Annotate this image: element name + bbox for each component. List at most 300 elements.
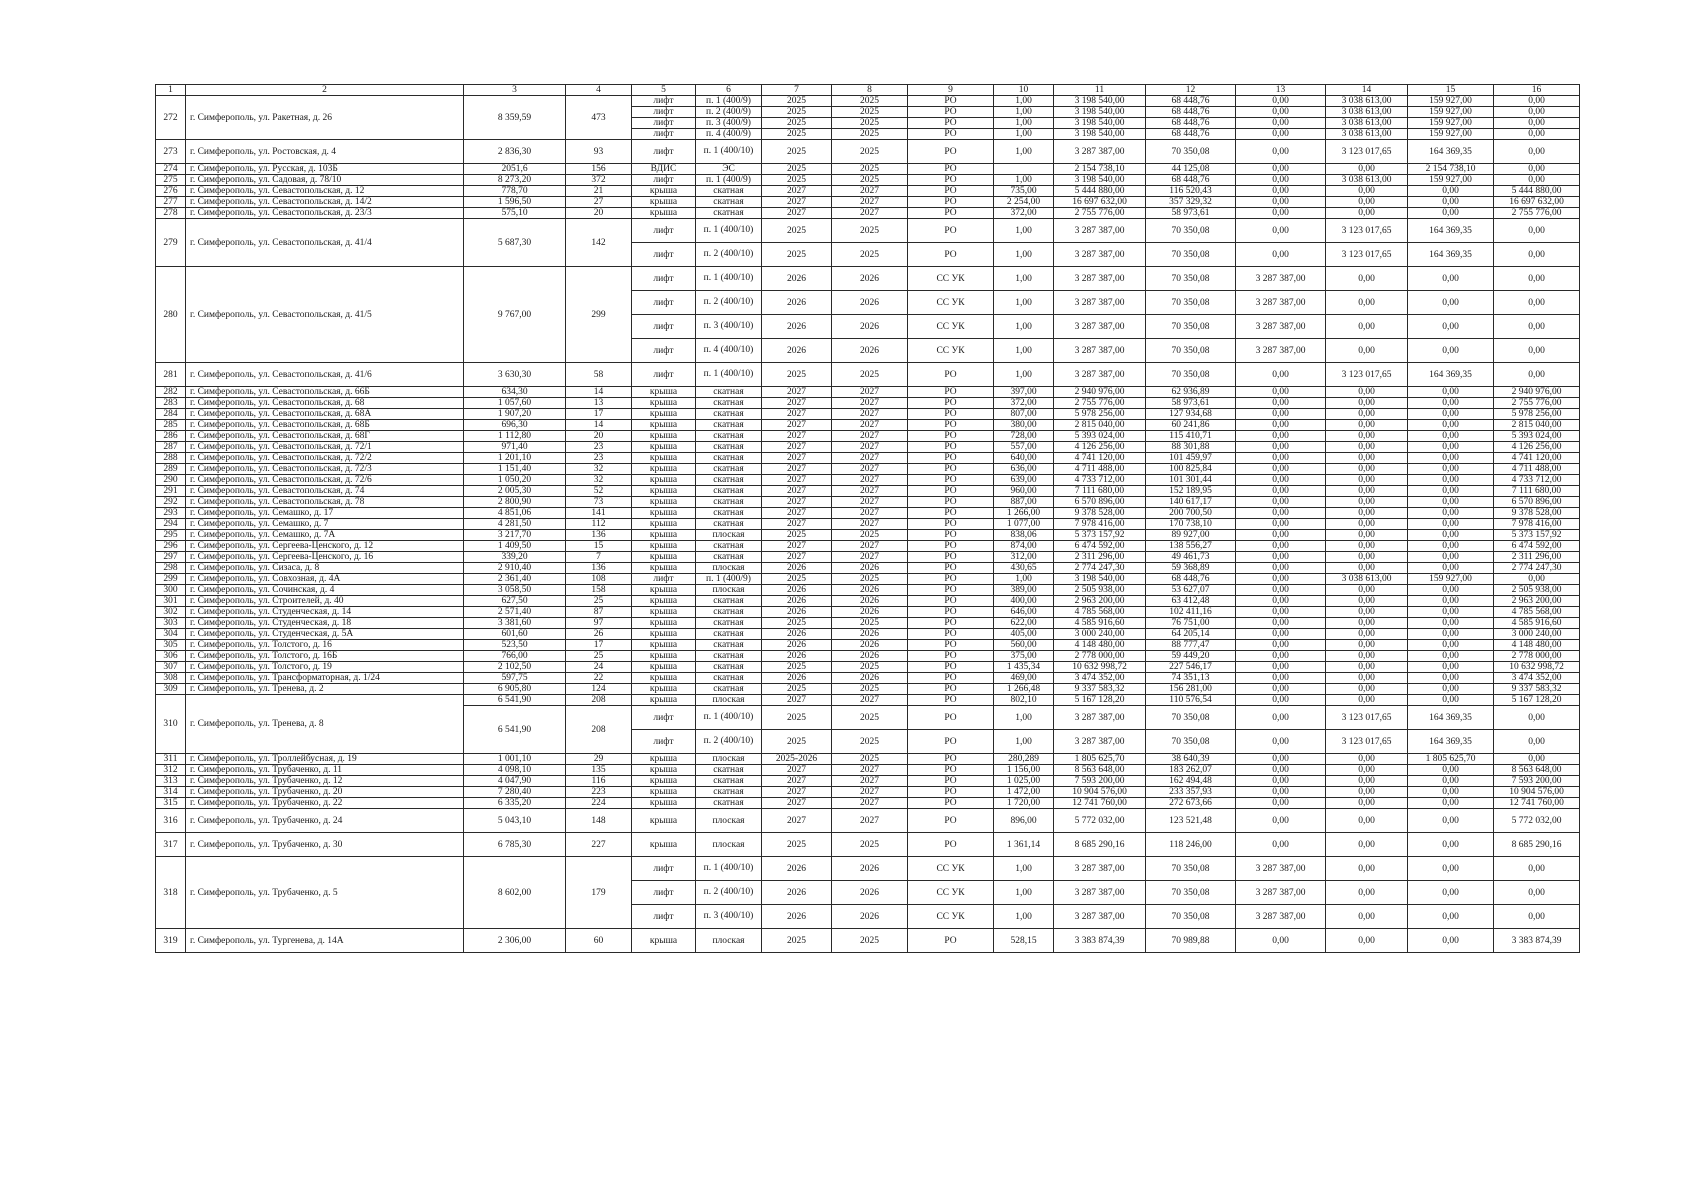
volume: 280,289 — [994, 754, 1054, 765]
element-type: лифт — [632, 905, 696, 929]
row-number: 278 — [156, 208, 186, 219]
element-detail: п. 1 (400/10) — [696, 857, 762, 881]
cost-other: 8 685 290,16 — [1494, 833, 1580, 857]
row-number: 295 — [156, 530, 186, 541]
table-row — [156, 662, 1580, 673]
year-start: 2025 — [762, 833, 832, 857]
volume: 636,00 — [994, 464, 1054, 475]
volume: 1 361,14 — [994, 833, 1054, 857]
row-number: 297 — [156, 552, 186, 563]
year-start: 2025 — [762, 662, 832, 673]
element-detail: п. 3 (400/10) — [696, 315, 762, 339]
year-start: 2027 — [762, 442, 832, 453]
element-type: крыша — [632, 442, 696, 453]
cost-budget: 0,00 — [1408, 497, 1494, 508]
year-end: 2027 — [832, 431, 908, 442]
house-address: г. Симферополь, ул. Трубаченко, д. 30 — [186, 833, 464, 857]
cost-owners: 0,00 — [1236, 640, 1326, 651]
cost-owners: 0,00 — [1236, 585, 1326, 596]
house-area: 4 281,50 — [464, 519, 566, 530]
unit-cost: 70 350,08 — [1146, 857, 1236, 881]
column-number: 12 — [1146, 85, 1236, 96]
volume: 430,65 — [994, 563, 1054, 574]
funding-source: РО — [908, 695, 994, 706]
funding-source: РО — [908, 508, 994, 519]
cost-fund: 3 123 017,65 — [1326, 219, 1408, 243]
volume: 646,00 — [994, 607, 1054, 618]
year-end: 2027 — [832, 776, 908, 787]
house-area: 601,60 — [464, 629, 566, 640]
table-row — [156, 776, 1580, 787]
cost-owners: 0,00 — [1236, 420, 1326, 431]
house-area: 2 005,30 — [464, 486, 566, 497]
element-detail: скатная — [696, 186, 762, 197]
total-cost: 4 741 120,00 — [1054, 453, 1146, 464]
funding-source: РО — [908, 833, 994, 857]
residents-count: 27 — [566, 197, 632, 208]
cost-owners: 0,00 — [1236, 530, 1326, 541]
funding-source: РО — [908, 662, 994, 673]
house-area: 766,00 — [464, 651, 566, 662]
element-type: лифт — [632, 574, 696, 585]
table-row — [156, 164, 1580, 175]
row-number: 303 — [156, 618, 186, 629]
house-address: г. Симферополь, ул. Толстого, д. 16Б — [186, 651, 464, 662]
cost-fund: 0,00 — [1326, 833, 1408, 857]
cost-budget: 0,00 — [1408, 431, 1494, 442]
total-cost: 3 287 387,00 — [1054, 339, 1146, 363]
house-address: г. Симферополь, ул. Трансформаторная, д. 1/24 — [186, 673, 464, 684]
total-cost: 9 337 583,32 — [1054, 684, 1146, 695]
house-area: 1 409,50 — [464, 541, 566, 552]
cost-fund: 0,00 — [1326, 629, 1408, 640]
house-address: г. Симферополь, ул. Тургенева, д. 14А — [186, 929, 464, 953]
year-start: 2025 — [762, 530, 832, 541]
cost-owners: 0,00 — [1236, 118, 1326, 129]
year-start: 2027 — [762, 486, 832, 497]
year-end: 2026 — [832, 640, 908, 651]
element-detail: плоская — [696, 754, 762, 765]
cost-owners: 0,00 — [1236, 208, 1326, 219]
total-cost: 7 111 680,00 — [1054, 486, 1146, 497]
element-detail: скатная — [696, 673, 762, 684]
funding-source: РО — [908, 464, 994, 475]
column-number: 3 — [464, 85, 566, 96]
cost-other: 5 373 157,92 — [1494, 530, 1580, 541]
house-address: г. Симферополь, ул. Толстого, д. 19 — [186, 662, 464, 673]
element-type: крыша — [632, 197, 696, 208]
year-end: 2026 — [832, 585, 908, 596]
volume: 874,00 — [994, 541, 1054, 552]
year-end: 2026 — [832, 651, 908, 662]
element-detail: плоская — [696, 695, 762, 706]
total-cost: 6 474 592,00 — [1054, 541, 1146, 552]
unit-cost: 68 448,76 — [1146, 129, 1236, 140]
cost-fund: 0,00 — [1326, 164, 1408, 175]
house-area: 4 851,06 — [464, 508, 566, 519]
funding-source: РО — [908, 552, 994, 563]
house-area: 4 047,90 — [464, 776, 566, 787]
unit-cost: 357 329,32 — [1146, 197, 1236, 208]
cost-budget: 0,00 — [1408, 530, 1494, 541]
year-start: 2026 — [762, 267, 832, 291]
year-start: 2025 — [762, 706, 832, 730]
residents-count: 116 — [566, 776, 632, 787]
residents-count: 156 — [566, 164, 632, 175]
cost-budget: 2 154 738,10 — [1408, 164, 1494, 175]
house-area: 5 687,30 — [464, 219, 566, 267]
element-type: крыша — [632, 530, 696, 541]
element-type: крыша — [632, 640, 696, 651]
cost-fund: 0,00 — [1326, 431, 1408, 442]
house-area: 6 335,20 — [464, 798, 566, 809]
residents-count: 158 — [566, 585, 632, 596]
element-type: крыша — [632, 453, 696, 464]
row-number: 310 — [156, 695, 186, 754]
residents-count: 13 — [566, 398, 632, 409]
cost-budget: 0,00 — [1408, 684, 1494, 695]
cost-fund: 0,00 — [1326, 291, 1408, 315]
year-end: 2027 — [832, 541, 908, 552]
year-start: 2026 — [762, 339, 832, 363]
table-row — [156, 464, 1580, 475]
residents-count: 60 — [566, 929, 632, 953]
unit-cost: 140 617,17 — [1146, 497, 1236, 508]
row-number: 315 — [156, 798, 186, 809]
year-end: 2026 — [832, 267, 908, 291]
cost-other: 0,00 — [1494, 857, 1580, 881]
element-detail: скатная — [696, 453, 762, 464]
unit-cost: 58 973,61 — [1146, 208, 1236, 219]
year-start: 2026 — [762, 673, 832, 684]
cost-fund: 3 123 017,65 — [1326, 363, 1408, 387]
unit-cost: 101 301,44 — [1146, 475, 1236, 486]
table-row — [156, 765, 1580, 776]
volume: 1,00 — [994, 118, 1054, 129]
cost-fund: 0,00 — [1326, 486, 1408, 497]
year-start: 2026 — [762, 291, 832, 315]
year-start: 2025 — [762, 175, 832, 186]
year-end: 2025 — [832, 662, 908, 673]
row-number: 314 — [156, 787, 186, 798]
unit-cost: 88 777,47 — [1146, 640, 1236, 651]
year-end: 2025 — [832, 574, 908, 585]
house-area: 575,10 — [464, 208, 566, 219]
table-row — [156, 618, 1580, 629]
element-detail: скатная — [696, 596, 762, 607]
cost-other: 0,00 — [1494, 315, 1580, 339]
residents-count: 208 — [566, 706, 632, 754]
element-type: крыша — [632, 754, 696, 765]
unit-cost: 59 449,20 — [1146, 651, 1236, 662]
cost-other: 0,00 — [1494, 243, 1580, 267]
total-cost: 3 287 387,00 — [1054, 243, 1146, 267]
volume: 838,06 — [994, 530, 1054, 541]
unit-cost: 162 494,48 — [1146, 776, 1236, 787]
element-detail: п. 4 (400/10) — [696, 339, 762, 363]
cost-fund: 0,00 — [1326, 640, 1408, 651]
cost-owners: 0,00 — [1236, 398, 1326, 409]
cost-other: 4 585 916,60 — [1494, 618, 1580, 629]
volume: 1,00 — [994, 574, 1054, 585]
year-start: 2025 — [762, 929, 832, 953]
column-number: 13 — [1236, 85, 1326, 96]
house-address: г. Симферополь, ул. Трубаченко, д. 22 — [186, 798, 464, 809]
cost-fund: 0,00 — [1326, 787, 1408, 798]
cost-owners: 0,00 — [1236, 508, 1326, 519]
element-detail: скатная — [696, 486, 762, 497]
house-area: 3 217,70 — [464, 530, 566, 541]
element-type: крыша — [632, 431, 696, 442]
cost-budget: 0,00 — [1408, 881, 1494, 905]
row-number: 308 — [156, 673, 186, 684]
cost-other: 0,00 — [1494, 905, 1580, 929]
year-end: 2027 — [832, 519, 908, 530]
unit-cost: 70 350,08 — [1146, 315, 1236, 339]
house-area: 2 306,00 — [464, 929, 566, 953]
year-end: 2027 — [832, 398, 908, 409]
element-detail: п. 1 (400/10) — [696, 706, 762, 730]
element-detail: скатная — [696, 541, 762, 552]
cost-owners: 0,00 — [1236, 107, 1326, 118]
cost-budget: 0,00 — [1408, 905, 1494, 929]
residents-count: 23 — [566, 442, 632, 453]
total-cost: 4 711 488,00 — [1054, 464, 1146, 475]
cost-budget: 0,00 — [1408, 552, 1494, 563]
total-cost: 2 505 938,00 — [1054, 585, 1146, 596]
house-address: г. Симферополь, ул. Русская, д. 103Б — [186, 164, 464, 175]
cost-owners: 0,00 — [1236, 164, 1326, 175]
residents-count: 223 — [566, 787, 632, 798]
volume: 896,00 — [994, 809, 1054, 833]
unit-cost: 53 627,07 — [1146, 585, 1236, 596]
cost-other: 7 978 416,00 — [1494, 519, 1580, 530]
table-row — [156, 552, 1580, 563]
cost-other: 12 741 760,00 — [1494, 798, 1580, 809]
table-row — [156, 508, 1580, 519]
total-cost: 4 785 568,00 — [1054, 607, 1146, 618]
cost-owners: 3 287 387,00 — [1236, 291, 1326, 315]
row-number: 313 — [156, 776, 186, 787]
volume: 1,00 — [994, 857, 1054, 881]
element-detail: скатная — [696, 662, 762, 673]
total-cost: 2 774 247,30 — [1054, 563, 1146, 574]
cost-fund: 0,00 — [1326, 409, 1408, 420]
table-row — [156, 363, 1580, 387]
volume: 1,00 — [994, 363, 1054, 387]
residents-count: 7 — [566, 552, 632, 563]
funding-source: РО — [908, 197, 994, 208]
cost-other: 2 778 000,00 — [1494, 651, 1580, 662]
funding-source: РО — [908, 363, 994, 387]
row-number: 298 — [156, 563, 186, 574]
year-start: 2026 — [762, 629, 832, 640]
residents-count: 22 — [566, 673, 632, 684]
house-address: г. Симферополь, ул. Студенческая, д. 5А — [186, 629, 464, 640]
table-row — [156, 431, 1580, 442]
year-start: 2027 — [762, 431, 832, 442]
house-address: г. Симферополь, ул. Семашко, д. 7А — [186, 530, 464, 541]
element-detail: скатная — [696, 640, 762, 651]
house-area: 778,70 — [464, 186, 566, 197]
volume: 1,00 — [994, 107, 1054, 118]
column-number: 4 — [566, 85, 632, 96]
table-row — [156, 387, 1580, 398]
element-type: крыша — [632, 596, 696, 607]
cost-budget: 0,00 — [1408, 929, 1494, 953]
volume: 557,00 — [994, 442, 1054, 453]
cost-fund: 0,00 — [1326, 857, 1408, 881]
cost-other: 9 337 583,32 — [1494, 684, 1580, 695]
row-number: 304 — [156, 629, 186, 640]
total-cost: 10 632 998,72 — [1054, 662, 1146, 673]
total-cost: 7 593 200,00 — [1054, 776, 1146, 787]
year-start: 2025 — [762, 129, 832, 140]
year-start: 2025 — [762, 164, 832, 175]
element-type: лифт — [632, 315, 696, 339]
year-end: 2025 — [832, 243, 908, 267]
funding-source: РО — [908, 129, 994, 140]
cost-other: 0,00 — [1494, 267, 1580, 291]
year-start: 2026 — [762, 881, 832, 905]
funding-source: СС УК — [908, 905, 994, 929]
cost-owners: 0,00 — [1236, 833, 1326, 857]
cost-other: 7 111 680,00 — [1494, 486, 1580, 497]
volume: 1 472,00 — [994, 787, 1054, 798]
element-type: крыша — [632, 629, 696, 640]
funding-source: РО — [908, 219, 994, 243]
row-number: 277 — [156, 197, 186, 208]
cost-fund: 3 038 613,00 — [1326, 107, 1408, 118]
total-cost: 2 940 976,00 — [1054, 387, 1146, 398]
house-address: г. Симферополь, ул. Сергеева-Ценского, д. 12 — [186, 541, 464, 552]
house-address: г. Симферополь, ул. Совхозная, д. 4А — [186, 574, 464, 585]
year-start: 2026 — [762, 651, 832, 662]
column-number: 16 — [1494, 85, 1580, 96]
year-end: 2026 — [832, 596, 908, 607]
volume: 372,00 — [994, 398, 1054, 409]
year-end: 2025 — [832, 164, 908, 175]
element-type: крыша — [632, 585, 696, 596]
year-end: 2026 — [832, 607, 908, 618]
total-cost: 3 474 352,00 — [1054, 673, 1146, 684]
cost-owners: 0,00 — [1236, 519, 1326, 530]
cost-budget: 0,00 — [1408, 618, 1494, 629]
volume: 1,00 — [994, 96, 1054, 107]
unit-cost: 110 576,54 — [1146, 695, 1236, 706]
volume: 1,00 — [994, 881, 1054, 905]
unit-cost: 68 448,76 — [1146, 107, 1236, 118]
total-cost: 3 198 540,00 — [1054, 118, 1146, 129]
year-end: 2027 — [832, 497, 908, 508]
year-start: 2027 — [762, 409, 832, 420]
cost-fund: 0,00 — [1326, 563, 1408, 574]
cost-other: 0,00 — [1494, 730, 1580, 754]
year-end: 2025 — [832, 175, 908, 186]
cost-budget: 0,00 — [1408, 267, 1494, 291]
element-detail: п. 1 (400/10) — [696, 140, 762, 164]
house-address: г. Симферополь, ул. Севастопольская, д. 72/2 — [186, 453, 464, 464]
volume: 735,00 — [994, 186, 1054, 197]
total-cost: 3 198 540,00 — [1054, 96, 1146, 107]
row-number: 305 — [156, 640, 186, 651]
unit-cost: 170 738,10 — [1146, 519, 1236, 530]
cost-budget: 164 369,35 — [1408, 730, 1494, 754]
funding-source: РО — [908, 486, 994, 497]
cost-other: 6 474 592,00 — [1494, 541, 1580, 552]
funding-source: РО — [908, 651, 994, 662]
volume: 1 025,00 — [994, 776, 1054, 787]
element-type: лифт — [632, 267, 696, 291]
cost-other: 2 963 200,00 — [1494, 596, 1580, 607]
element-type: лифт — [632, 857, 696, 881]
cost-fund: 3 123 017,65 — [1326, 140, 1408, 164]
cost-owners: 3 287 387,00 — [1236, 339, 1326, 363]
house-area: 634,30 — [464, 387, 566, 398]
year-end: 2027 — [832, 387, 908, 398]
year-end: 2025 — [832, 363, 908, 387]
table-row — [156, 398, 1580, 409]
element-detail: скатная — [696, 197, 762, 208]
cost-owners: 3 287 387,00 — [1236, 905, 1326, 929]
element-detail: п. 2 (400/9) — [696, 107, 762, 118]
cost-owners: 0,00 — [1236, 618, 1326, 629]
element-type: лифт — [632, 881, 696, 905]
cost-budget: 0,00 — [1408, 857, 1494, 881]
residents-count: 15 — [566, 541, 632, 552]
funding-source: РО — [908, 809, 994, 833]
cost-budget: 0,00 — [1408, 695, 1494, 706]
element-type: крыша — [632, 398, 696, 409]
house-address: г. Симферополь, ул. Севастопольская, д. 72/1 — [186, 442, 464, 453]
house-area: 3 381,60 — [464, 618, 566, 629]
residents-count: 23 — [566, 453, 632, 464]
funding-source: РО — [908, 175, 994, 186]
cost-other: 9 378 528,00 — [1494, 508, 1580, 519]
total-cost: 8 563 648,00 — [1054, 765, 1146, 776]
year-start: 2027 — [762, 519, 832, 530]
cost-budget: 0,00 — [1408, 787, 1494, 798]
table-row — [156, 475, 1580, 486]
cost-other: 2 755 776,00 — [1494, 398, 1580, 409]
cost-fund: 3 038 613,00 — [1326, 574, 1408, 585]
cost-other: 2 940 976,00 — [1494, 387, 1580, 398]
cost-other: 3 383 874,39 — [1494, 929, 1580, 953]
row-number: 299 — [156, 574, 186, 585]
year-end: 2026 — [832, 857, 908, 881]
house-address: г. Симферополь, ул. Трубаченко, д. 24 — [186, 809, 464, 833]
total-cost: 4 585 916,60 — [1054, 618, 1146, 629]
house-area: 1 201,10 — [464, 453, 566, 464]
house-area: 1 596,50 — [464, 197, 566, 208]
cost-fund: 0,00 — [1326, 798, 1408, 809]
cost-other: 2 815 040,00 — [1494, 420, 1580, 431]
element-type: крыша — [632, 684, 696, 695]
cost-fund: 0,00 — [1326, 464, 1408, 475]
cost-fund: 0,00 — [1326, 530, 1408, 541]
row-number: 307 — [156, 662, 186, 673]
house-address: г. Симферополь, ул. Севастопольская, д. 41/5 — [186, 267, 464, 363]
total-cost: 3 287 387,00 — [1054, 363, 1146, 387]
unit-cost: 89 927,00 — [1146, 530, 1236, 541]
element-detail: скатная — [696, 508, 762, 519]
house-area: 8 602,00 — [464, 857, 566, 929]
volume: 1 435,34 — [994, 662, 1054, 673]
table-row — [156, 541, 1580, 552]
year-start: 2025-2026 — [762, 754, 832, 765]
unit-cost: 38 640,39 — [1146, 754, 1236, 765]
cost-budget: 0,00 — [1408, 629, 1494, 640]
